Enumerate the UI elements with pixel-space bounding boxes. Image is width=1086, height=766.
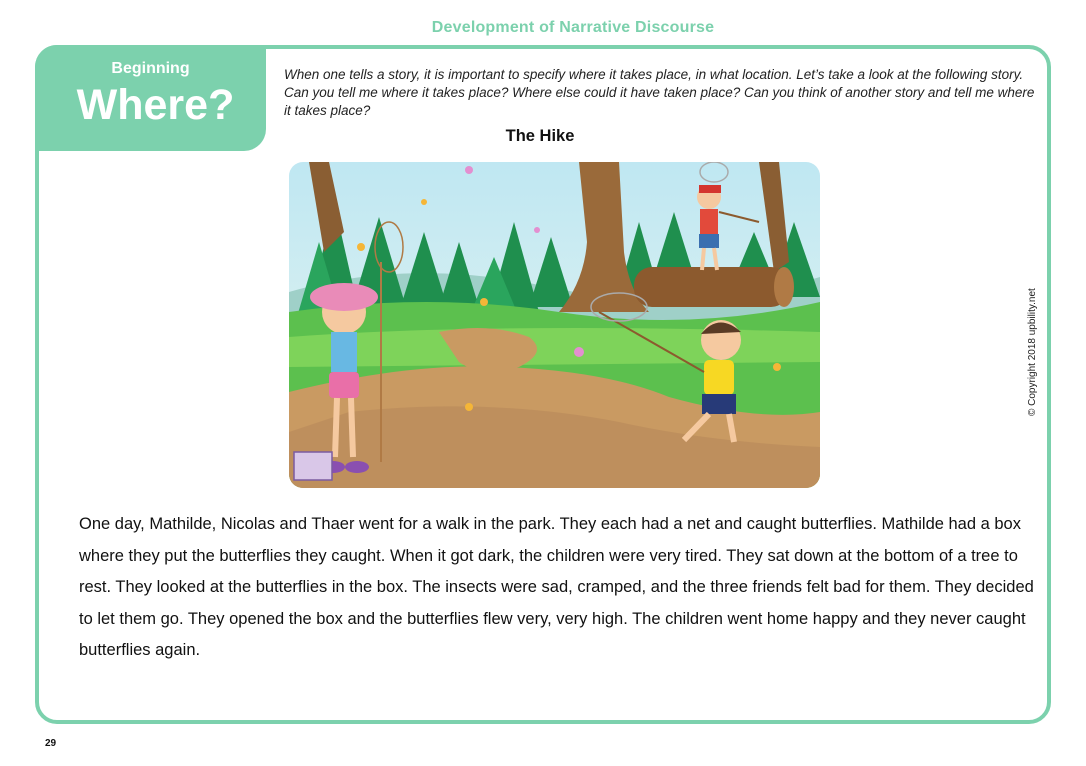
section-label: Beginning xyxy=(111,60,190,77)
section-heading: Where? xyxy=(76,81,235,129)
document-header-title: Development of Narrative Discourse xyxy=(431,19,715,36)
story-text: One day, Mathilde, Nicolas and Thaer went for a walk in the park. They each had a net and caught butterflies. Mathilde had a box where they put the butterflies they caught. When it got dark, the children were very tired. They sat down at the bottom of a tree to rest. They looked at the butterflies in the box. The insects were sad, cramped, and the three friends felt bad for them. They decided to let them go. They opened the box and the butterflies flew very, very high. The children went home happy and they never caught butterflies again. xyxy=(79,515,1034,659)
copyright-notice: © Copyright 2018 upbility.net xyxy=(1027,288,1038,416)
story-illustration xyxy=(289,162,820,488)
page-number: 29 xyxy=(45,738,57,749)
story-title: The Hike xyxy=(505,127,575,145)
intro-instructions: When one tells a story, it is important to specify where it takes place, in what location. Let’s take a look at the following story. Can you tell me where it takes place? Where else could it have taken place? Can you think of another story and tell me where it takes place? xyxy=(284,67,1035,118)
